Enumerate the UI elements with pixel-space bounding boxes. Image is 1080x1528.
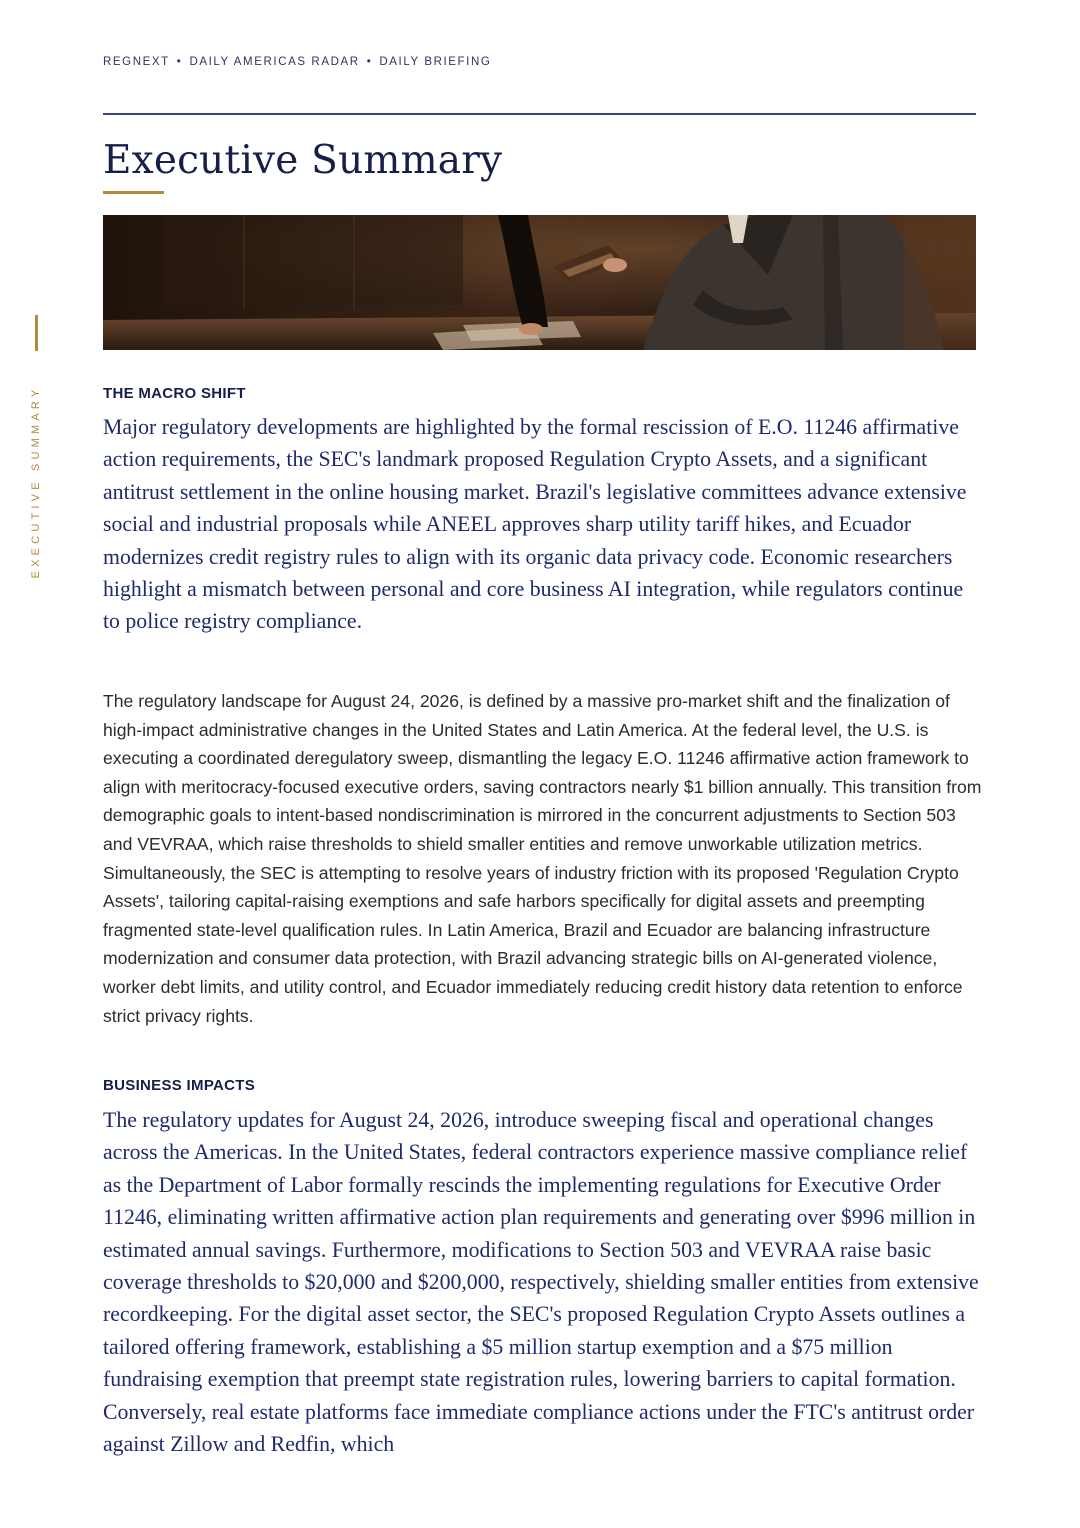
- breadcrumb: [103, 56, 491, 68]
- hero-image: [103, 215, 976, 350]
- breadcrumb-item: DAILY BRIEFING: [379, 56, 492, 68]
- breadcrumb-item: DAILY AMERICAS RADAR: [189, 56, 360, 68]
- breadcrumb-separator: •: [366, 56, 373, 68]
- title-accent-underline: [103, 191, 164, 194]
- breadcrumb-separator: •: [176, 56, 183, 68]
- breadcrumb-item: REGNEXT: [103, 56, 170, 68]
- macro-shift-lead-paragraph: Major regulatory developments are highlighted by the formal rescission of E.O. 11246 affirmative action requirements, the SEC's landmark proposed Regulation Crypto Assets, and a significant antitrust settlement in the online housing market. Brazil's legislative committees advance extensive social and industrial proposals while ANEEL approves sharp utility tariff hikes, and Ecuador modernizes credit registry rules to align with its organic data privacy code. Economic researchers highlight a mismatch between personal and core business AI integration, while regulators continue to police registry compliance.: [103, 415, 967, 634]
- page-title: Executive Summary: [103, 138, 503, 183]
- side-section-label: EXECUTIVE SUMMARY: [30, 385, 42, 579]
- macro-shift-body-paragraph: The regulatory landscape for August 24, 2026, is defined by a massive pro-market shift and the finalization of high-impact administrative changes in the United States and Latin America. At the federal level, the U.S. is executing a coordinated deregulatory sweep, dismantling the legacy E.O. 11246 affirmative action framework to align with meritocracy-focused executive orders, saving contractors nearly $1 billion annually. This transition from demographic goals to intent-based nondiscrimination is mirrored in the concurrent adjustments to Section 503 and VEVRAA, which raise thresholds to shield smaller entities and remove unworkable utilization metrics. Simultaneously, the SEC is attempting to resolve years of industry friction with its proposed 'Regulation Crypto Assets', tailoring capital-raising exemptions and safe harbors specifically for digital assets and preempting fragmented state-level qualification rules. In Latin America, Brazil and Ecuador are balancing infrastructure modernization and consumer data protection, with Brazil advancing strategic bills on AI-generated violence, worker debt limits, and utility control, and Ecuador immediately reducing credit history data retention to enforce strict privacy rights.: [103, 691, 982, 1026]
- section-heading-business-impacts: BUSINESS IMPACTS: [103, 1077, 256, 1094]
- hero-photo-illustration: [103, 215, 976, 350]
- section-heading-macro-shift: THE MACRO SHIFT: [103, 385, 246, 402]
- side-accent-bar: [35, 315, 38, 351]
- business-impacts-lead-paragraph: The regulatory updates for August 24, 2026, introduce sweeping fiscal and operational changes across the Americas. In the United States, federal contractors experience massive compliance relief as the Department of Labor formally rescinds the implementing regulations for Executive Order 11246, eliminating written affirmative action plan requirements and generating over $996 million in estimated annual savings. Furthermore, modifications to Section 503 and VEVRAA raise basic coverage thresholds to $20,000 and $200,000, respectively, shielding smaller entities from extensive recordkeeping. For the digital asset sector, the SEC's proposed Regulation Crypto Assets outlines a tailored offering framework, establishing a $5 million startup exemption and a $75 million fundraising exemption that preempt state registration rules, lowering barriers to capital formation. Conversely, real estate platforms face immediate compliance actions under the FTC's antitrust order against Zillow and Redfin, which: [103, 1108, 979, 1457]
- header-divider: [103, 113, 976, 115]
